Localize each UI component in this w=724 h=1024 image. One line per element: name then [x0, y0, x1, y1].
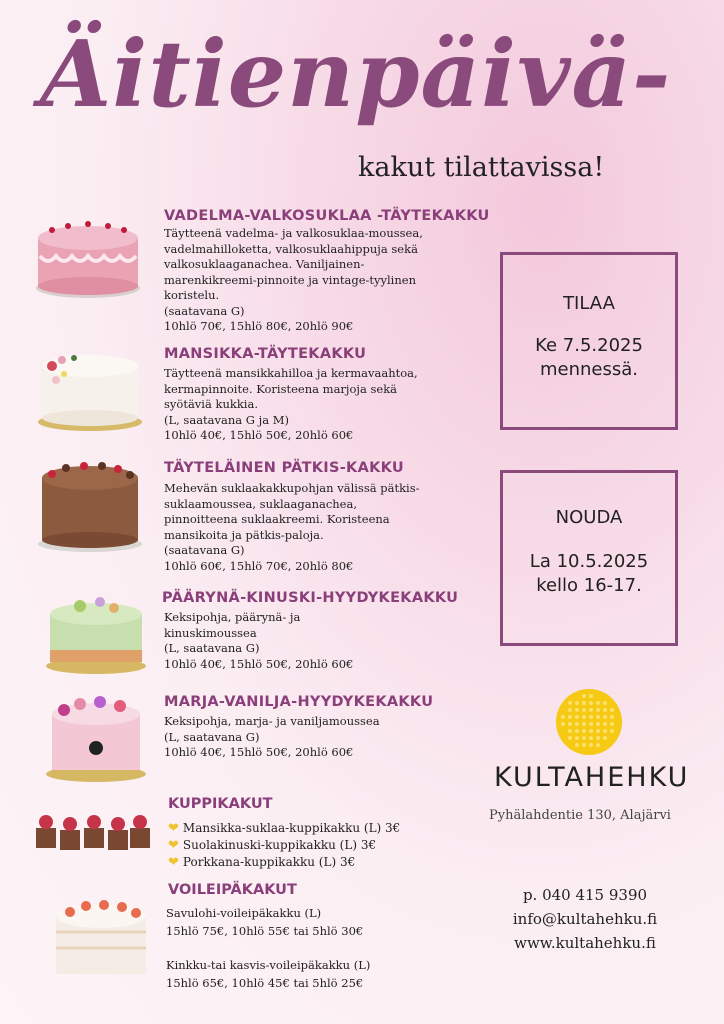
- sandwich-title: VOILEIPÄKAKUT: [168, 882, 297, 898]
- desc-line: 10hlö 60€, 15hlö 70€, 20hlö 80€: [164, 558, 354, 573]
- logo-dot: [568, 722, 572, 726]
- page-title: Äitienpäivä-: [40, 20, 672, 128]
- order-deadline: mennessä.: [539, 359, 638, 380]
- desc-line: suklaamoussea, suklaaganachea,: [164, 496, 357, 511]
- logo-dot: [568, 736, 572, 740]
- cake-image-pear: [40, 580, 152, 676]
- logo-dot: [589, 729, 593, 733]
- pickup-date: La 10.5.2025: [529, 551, 649, 572]
- list-item: [168, 854, 400, 871]
- logo-dot: [582, 729, 586, 733]
- logo-dot: [589, 736, 593, 740]
- logo-dot: [603, 708, 607, 712]
- logo-dot: [589, 701, 593, 705]
- logo-dot: [561, 715, 565, 719]
- pickup-time: kello 16-17.: [536, 575, 642, 596]
- cupcake-item: Mansikka-suklaa-kuppikakku (L) 3€: [182, 821, 401, 835]
- brand-address: Pyhälahdentie 130, Alajärvi: [489, 808, 671, 823]
- logo-dot: [575, 736, 579, 740]
- desc-line: (L, saatavana G): [164, 729, 260, 744]
- pickup-box: [500, 470, 678, 646]
- order-label: TILAA: [563, 293, 615, 314]
- contact-phone: p. 040 415 9390: [522, 886, 648, 904]
- logo-dot: [561, 722, 565, 726]
- cake-desc-patkis: [164, 481, 484, 574]
- cupcake-list: [168, 820, 400, 871]
- logo-dot: [610, 729, 614, 733]
- sandwich-item-ham: [166, 956, 370, 992]
- contact-email: info@kultahehku.fi: [512, 910, 658, 928]
- logo-dot: [568, 715, 572, 719]
- order-box: [500, 252, 678, 430]
- sandwich-item-price: 15hlö 75€, 10hlö 55€ tai 5hlö 30€: [166, 924, 364, 938]
- cake-name-berry-vanilla: MARJA-VANILJA-HYYDYKEKAKKU: [164, 694, 434, 710]
- logo-dot: [603, 736, 607, 740]
- cake-image-strawberry: [34, 336, 146, 432]
- desc-line: koristelu.: [164, 288, 220, 302]
- order-date: Ke 7.5.2025: [535, 335, 643, 356]
- logo-dot: [575, 743, 579, 747]
- heart-icon: ❤: [168, 855, 179, 870]
- list-item: [168, 820, 400, 837]
- logo-dot: [582, 708, 586, 712]
- desc-line: syötäviä kukkia.: [164, 397, 258, 411]
- logo-dot: [603, 701, 607, 705]
- cake-name-raspberry: VADELMA-VALKOSUKLAA -TÄYTEKAKKU: [164, 208, 490, 224]
- cupcakes-title: KUPPIKAKUT: [168, 796, 273, 812]
- desc-line: Täytteenä vadelma- ja valkosuklaa-moussea,: [164, 226, 423, 240]
- logo-dot: [596, 722, 600, 726]
- logo-dot: [610, 708, 614, 712]
- desc-line: marenkikreemi-pinnoite ja vintage-tyylinen: [164, 272, 416, 287]
- sandwich-item-price: 15hlö 65€, 10hlö 45€ tai 5hlö 25€: [166, 976, 364, 990]
- brand-name: KULTAHEHKU: [494, 762, 690, 793]
- desc-line: valkosuklaaganachea. Vaniljainen-: [164, 257, 365, 271]
- desc-line: Keksipohja, marja- ja vaniljamoussea: [164, 714, 380, 728]
- desc-line: Mehevän suklaakakkupohjan välissä pätkis-: [164, 481, 420, 495]
- cake-name-patkis: TÄYTELÄINEN PÄTKIS-KAKKU: [164, 460, 404, 476]
- heart-icon: ❤: [168, 838, 179, 853]
- desc-line: (L, saatavana G ja M): [164, 412, 289, 427]
- logo-dot: [596, 743, 600, 747]
- logo-dot: [568, 729, 572, 733]
- cupcake-item: Porkkana-kuppikakku (L) 3€: [182, 855, 356, 869]
- logo-dot: [589, 743, 593, 747]
- logo-dot: [596, 708, 600, 712]
- logo-dot: [603, 729, 607, 733]
- desc-line: 10hlö 70€, 15hlö 80€, 20hlö 90€: [164, 319, 354, 333]
- logo-dot: [596, 715, 600, 719]
- sandwich-cake-image: [46, 892, 156, 980]
- desc-line: kinuskimoussea: [164, 625, 257, 640]
- logo-dot: [582, 701, 586, 705]
- logo-dot: [575, 708, 579, 712]
- desc-line: Täytteenä mansikkahilloa ja kermavaahtoa,: [164, 366, 418, 380]
- logo-dot: [582, 743, 586, 747]
- desc-line: vadelmahilloketta, valkosuklaahippuja sekä: [164, 241, 418, 256]
- logo-dot: [589, 715, 593, 719]
- cake-desc-raspberry: [164, 226, 484, 335]
- cake-image-berry-vanilla: [40, 688, 152, 784]
- logo-dot: [575, 729, 579, 733]
- cake-image-chocolate: [34, 456, 146, 552]
- logo-dot: [596, 736, 600, 740]
- page-subtitle: kakut tilattavissa!: [358, 152, 605, 183]
- desc-line: pinnoitteena suklaakreemi. Koristeena: [164, 512, 390, 526]
- sandwich-item-name: Kinkku-tai kasvis-voileipäkakku (L): [166, 958, 371, 972]
- sandwich-item-salmon: [166, 904, 363, 940]
- logo-dot: [603, 722, 607, 726]
- desc-line: (saatavana G): [164, 543, 245, 557]
- desc-line: 10hlö 40€, 15hlö 50€, 20hlö 60€: [164, 745, 354, 759]
- logo-dot: [589, 722, 593, 726]
- logo-dot: [589, 708, 593, 712]
- desc-line: mansikoita ja pätkis-paloja.: [164, 527, 324, 542]
- cake-name-strawberry: MANSIKKA-TÄYTEKAKKU: [164, 346, 367, 362]
- logo-dot: [575, 701, 579, 705]
- cake-name-pear: PÄÄRYNÄ-KINUSKI-HYYDYKEKAKKU: [162, 590, 459, 606]
- desc-line: (saatavana G): [164, 303, 245, 318]
- logo-dot: [582, 715, 586, 719]
- logo-dot: [603, 715, 607, 719]
- pickup-label: NOUDA: [555, 507, 623, 528]
- heart-icon: ❤: [168, 821, 179, 836]
- logo-dot: [575, 722, 579, 726]
- list-item: [168, 837, 400, 854]
- cake-desc-berry-vanilla: [164, 714, 484, 761]
- cake-desc-pear: [164, 610, 484, 672]
- contact-web: www.kultahehku.fi: [514, 934, 656, 952]
- logo-dot: [568, 701, 572, 705]
- desc-line: Keksipohja, päärynä- ja: [164, 610, 301, 624]
- cake-image-raspberry: [32, 204, 144, 300]
- logo-dot: [610, 715, 614, 719]
- cupcakes-image: [32, 806, 152, 856]
- cake-desc-strawberry: [164, 366, 484, 444]
- logo-dot: [582, 722, 586, 726]
- golden-dot-circle-icon: [555, 688, 623, 756]
- logo-dot: [575, 715, 579, 719]
- logo-dot: [610, 722, 614, 726]
- logo-dot: [596, 701, 600, 705]
- desc-line: 10hlö 40€, 15hlö 50€, 20hlö 60€: [164, 656, 354, 671]
- desc-line: kermapinnoite. Koristeena marjoja sekä: [164, 381, 398, 396]
- desc-line: (L, saatavana G): [164, 641, 260, 655]
- logo-dot: [589, 694, 593, 698]
- cupcake-item: Suolakinuski-kuppikakku (L) 3€: [182, 838, 377, 852]
- logo-dot: [582, 694, 586, 698]
- logo-dot: [596, 729, 600, 733]
- logo-dot: [582, 736, 586, 740]
- desc-line: 10hlö 40€, 15hlö 50€, 20hlö 60€: [164, 428, 354, 442]
- logo-dot: [568, 708, 572, 712]
- sandwich-item-name: Savulohi-voileipäkakku (L): [166, 906, 322, 920]
